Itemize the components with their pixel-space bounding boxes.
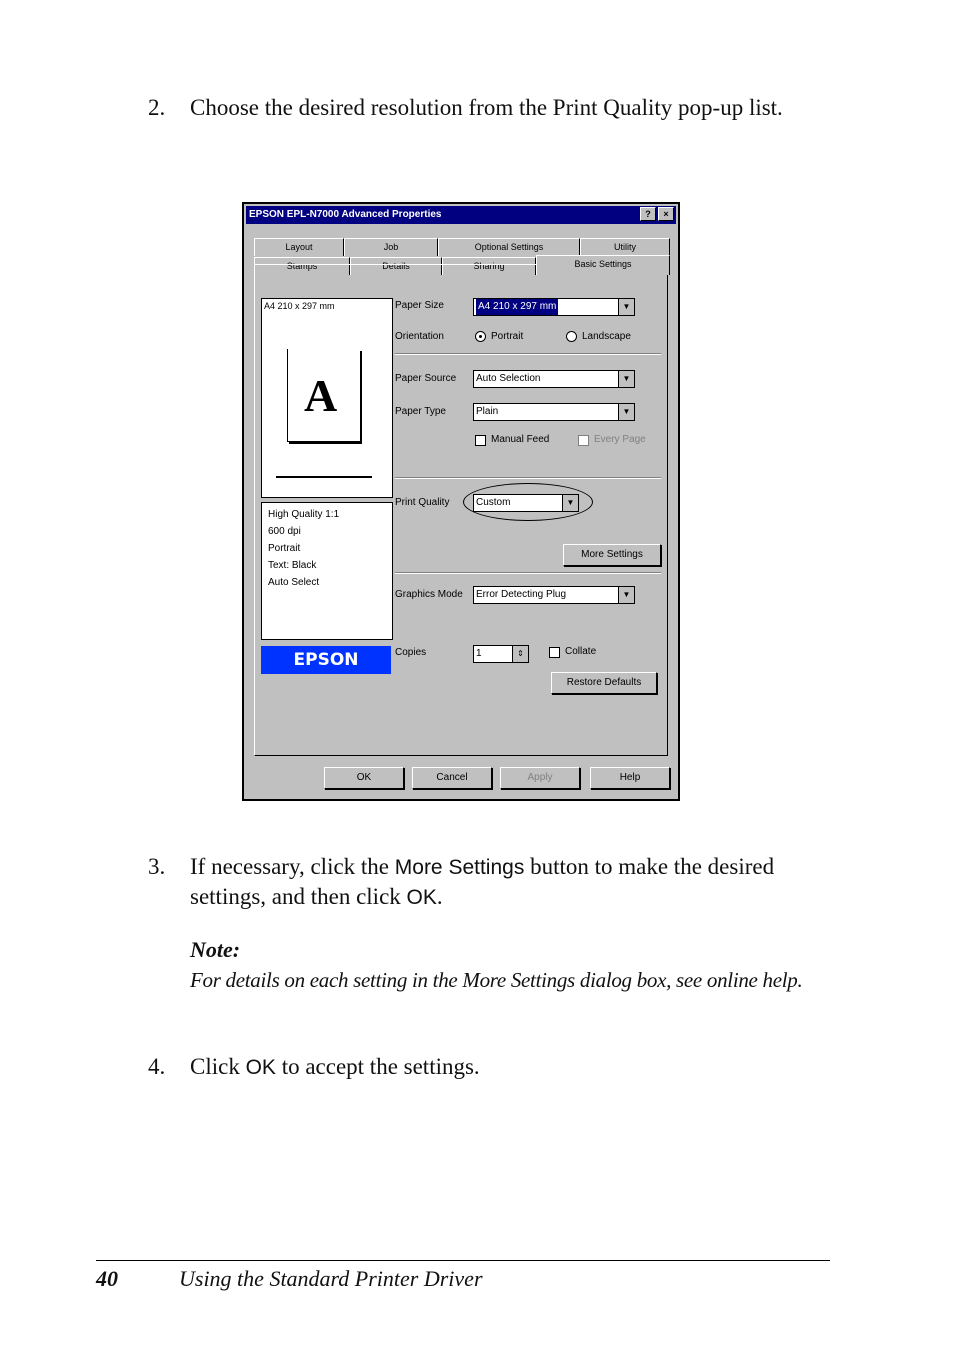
help-button[interactable]: Help [590,767,670,789]
print-quality-callout [463,483,593,521]
summary-line: High Quality 1:1 [268,509,340,520]
copies-value: 1 [476,648,482,659]
ui-term: More Settings [394,856,525,879]
spinner-icon: ⇕ [512,646,528,662]
step-text [190,1052,840,1082]
dialog-title: EPSON EPL-N7000 Advanced Properties [246,206,676,224]
tab-utility[interactable]: Utility [580,238,670,256]
note-heading: Note: [190,937,241,962]
paper-size-select[interactable] [473,298,635,316]
paper-size-label: Paper Size [395,300,444,311]
tab-basic-settings[interactable]: Basic Settings [536,255,670,275]
portrait-label: Portrait [491,331,524,342]
tab-layout[interactable]: Layout [254,238,344,256]
ok-button[interactable]: OK [324,767,404,789]
cancel-button[interactable]: Cancel [412,767,492,789]
preview-paper-size: A4 210 x 297 mm [264,301,335,311]
print-quality-value: Custom [476,497,511,508]
step-number: 3. [148,854,166,879]
summary-line: 600 dpi [268,526,301,537]
close-icon[interactable]: × [658,207,674,221]
step-text: Choose the desired resolution from the Print Quality pop-up list. [190,95,783,120]
tab-sharing[interactable]: Sharing [442,257,536,275]
chevron-down-icon: ▼ [562,495,578,511]
step-text-part: to accept the settings. [275,1054,480,1079]
tab-optional-settings[interactable]: Optional Settings [438,238,580,256]
every-page-checkbox[interactable] [578,435,589,446]
help-title-button[interactable]: ? [640,207,656,221]
copies-label: Copies [395,647,427,658]
tab-stamps[interactable]: Stamps [254,257,350,275]
preview-letter: A [304,370,338,421]
collate-checkbox[interactable] [549,647,560,658]
summary-line: Text: Black [268,560,317,571]
manual-feed-checkbox[interactable] [475,435,486,446]
summary-line: Portrait [268,543,301,554]
graphics-mode-select[interactable] [473,586,635,604]
step-number: 2. [148,95,166,120]
copies-stepper[interactable] [473,645,529,663]
divider [395,353,661,355]
step-number: 4. [148,1054,166,1079]
apply-button[interactable]: Apply [500,767,580,789]
step-text-part: button to make the desired settings, and then click [190,854,775,909]
paper-type-select[interactable] [473,403,635,421]
every-page-label: Every Page [594,434,646,445]
settings-summary [261,502,393,640]
summary-line: Auto Select [268,577,320,588]
step-text-part: Click [190,1054,246,1079]
chevron-down-icon: ▼ [618,587,634,603]
step-text [190,852,840,912]
restore-defaults-button[interactable]: Restore Defaults [551,672,657,694]
paper-source-value: Auto Selection [476,373,541,384]
ui-term: OK [406,886,437,909]
paper-size-value: A4 210 x 297 mm [476,299,558,315]
chevron-down-icon: ▼ [618,299,634,315]
tab-job[interactable]: Job [344,238,438,256]
divider [395,477,661,479]
more-settings-button[interactable]: More Settings [563,544,661,566]
epson-logo: EPSON [261,646,391,674]
tab-details[interactable]: Details [350,257,442,275]
manual-feed-label: Manual Feed [491,434,550,445]
paper-source-label: Paper Source [395,373,457,384]
paper-type-value: Plain [476,406,499,417]
print-quality-label: Print Quality [395,497,450,508]
portrait-radio[interactable] [475,331,486,342]
step-text-part: If necessary, click the [190,854,395,879]
paper-source-select[interactable] [473,370,635,388]
landscape-radio[interactable] [566,331,577,342]
graphics-mode-value: Error Detecting Plug [476,589,567,600]
orientation-label: Orientation [395,331,444,342]
collate-label: Collate [565,646,597,657]
chevron-down-icon: ▼ [618,404,634,420]
landscape-label: Landscape [582,331,631,342]
note-text: For details on each setting in the More Settings dialog box, see online help. [190,968,803,992]
ui-term: OK [245,1056,276,1079]
step-text-part: . [436,884,443,909]
printer-icon [276,452,372,478]
chevron-down-icon: ▼ [618,371,634,387]
paper-type-label: Paper Type [395,406,446,417]
divider [395,572,661,574]
page-number: 40 [96,1266,118,1291]
graphics-mode-label: Graphics Mode [395,589,463,600]
footer-title: Using the Standard Printer Driver [179,1266,483,1291]
footer-rule [96,1260,830,1261]
paper-preview [261,298,393,498]
page-preview [287,349,360,442]
advanced-properties-dialog [242,202,680,801]
